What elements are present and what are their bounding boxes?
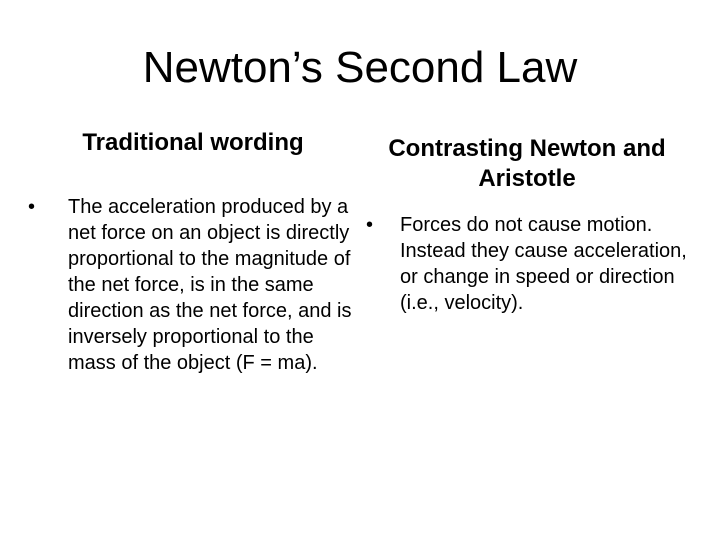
bullet-text: The acceleration produced by a net force on an object is directly proportional to the magnitude of the net force, is in the same direction as the net force, and is inversely proportional to the mass of the object (F = ma). <box>68 196 352 374</box>
left-column-heading: Traditional wording <box>82 129 304 156</box>
right-column <box>362 128 692 316</box>
list-item <box>28 194 358 376</box>
bullet-text: Forces do not cause motion. Instead they cause acceleration, or change in speed or direction (i.e., velocity). <box>400 214 687 314</box>
bullet-icon: • <box>28 196 36 218</box>
list-item <box>362 212 692 316</box>
left-column <box>28 128 358 376</box>
bullet-icon: • <box>366 214 374 236</box>
right-bullet-list <box>362 212 692 316</box>
slide-title: Newton’s Second Law <box>142 43 578 92</box>
right-column-heading: Contrasting Newton and Aristotle <box>388 135 666 192</box>
left-bullet-list <box>28 194 358 376</box>
